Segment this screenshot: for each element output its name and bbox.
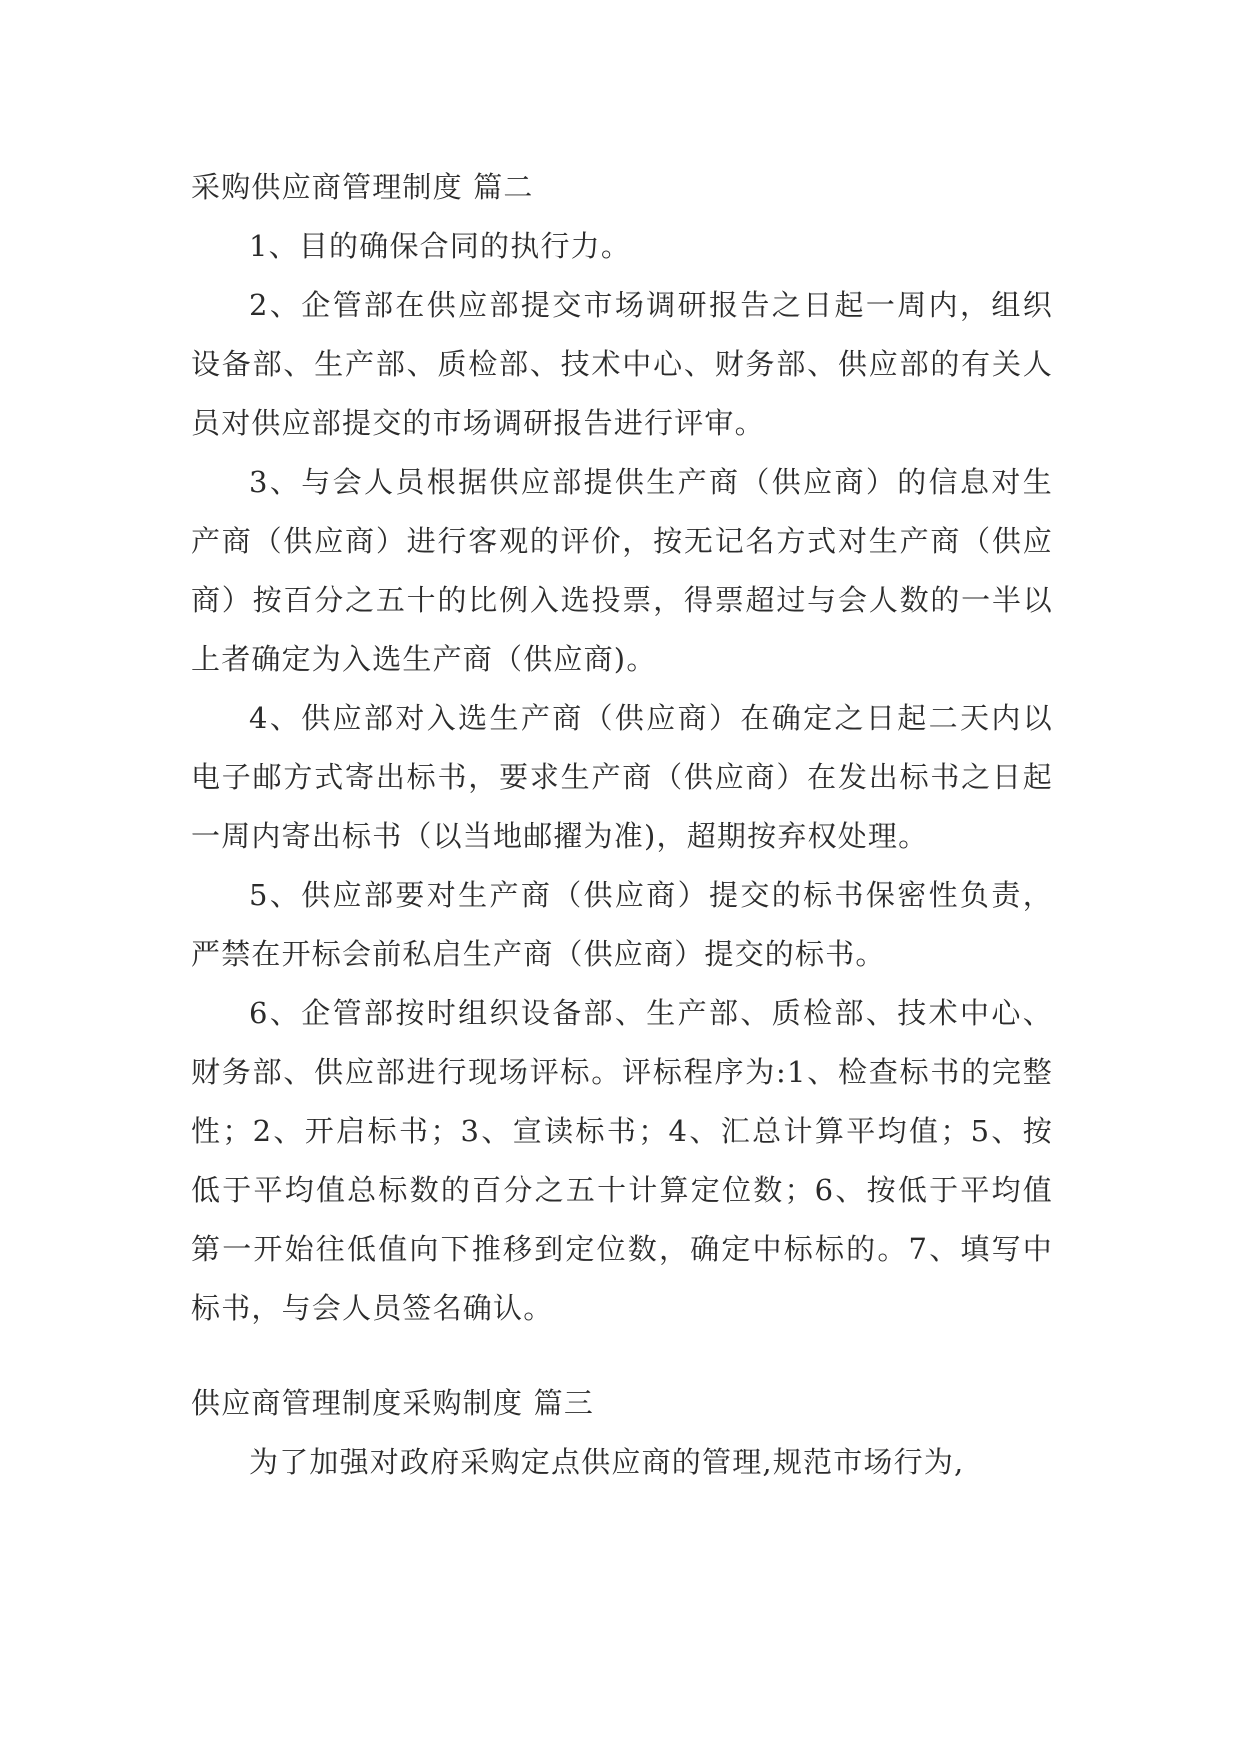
paragraph: 为了加强对政府采购定点供应商的管理,规范市场行为, (249, 1445, 965, 1479)
paragraph: 6、企管部按时组织设备部、生产部、质检部、技术中心、财务部、供应部进行现场评标。评标程序为:1、检查标书的完整性；2、开启标书；3、宣读标书；4、汇总计算平均值；5、按低于平均值总标数的百分之五十计算定位数；6、按低于平均值第一开始往低值向下推移到定位数，确定中标标的。7、填写中标书，与会人员签名确认。 (191, 996, 1053, 1325)
paragraph: 1、目的确保合同的执行力。 (249, 229, 632, 263)
section-part-three (191, 1374, 1053, 1492)
paragraph: 2、企管部在供应部提交市场调研报告之日起一周内，组织设备部、生产部、质检部、技术中心、财务部、供应部的有关人员对供应部提交的市场调研报告进行评审。 (191, 288, 1053, 440)
paragraph: 4、供应部对入选生产商（供应商）在确定之日起二天内以电子邮方式寄出标书，要求生产商（供应商）在发出标书之日起一周内寄出标书（以当地邮擢为准)，超期按弃权处理。 (191, 701, 1053, 853)
paragraph: 3、与会人员根据供应部提供生产商（供应商）的信息对生产商（供应商）进行客观的评价，按无记名方式对生产商（供应商）按百分之五十的比例入选投票，得票超过与会人数的一半以上者确定为入选生产商（供应商)。 (191, 465, 1053, 676)
document-body (191, 158, 1053, 1492)
section-title: 供应商管理制度采购制度 篇三 (191, 1386, 595, 1420)
paragraph: 5、供应部要对生产商（供应商）提交的标书保密性负责，严禁在开标会前私启生产商（供应商）提交的标书。 (191, 878, 1053, 971)
section-part-two (191, 158, 1053, 1338)
section-title: 采购供应商管理制度 篇二 (191, 170, 534, 204)
section-spacer (191, 1338, 1053, 1374)
